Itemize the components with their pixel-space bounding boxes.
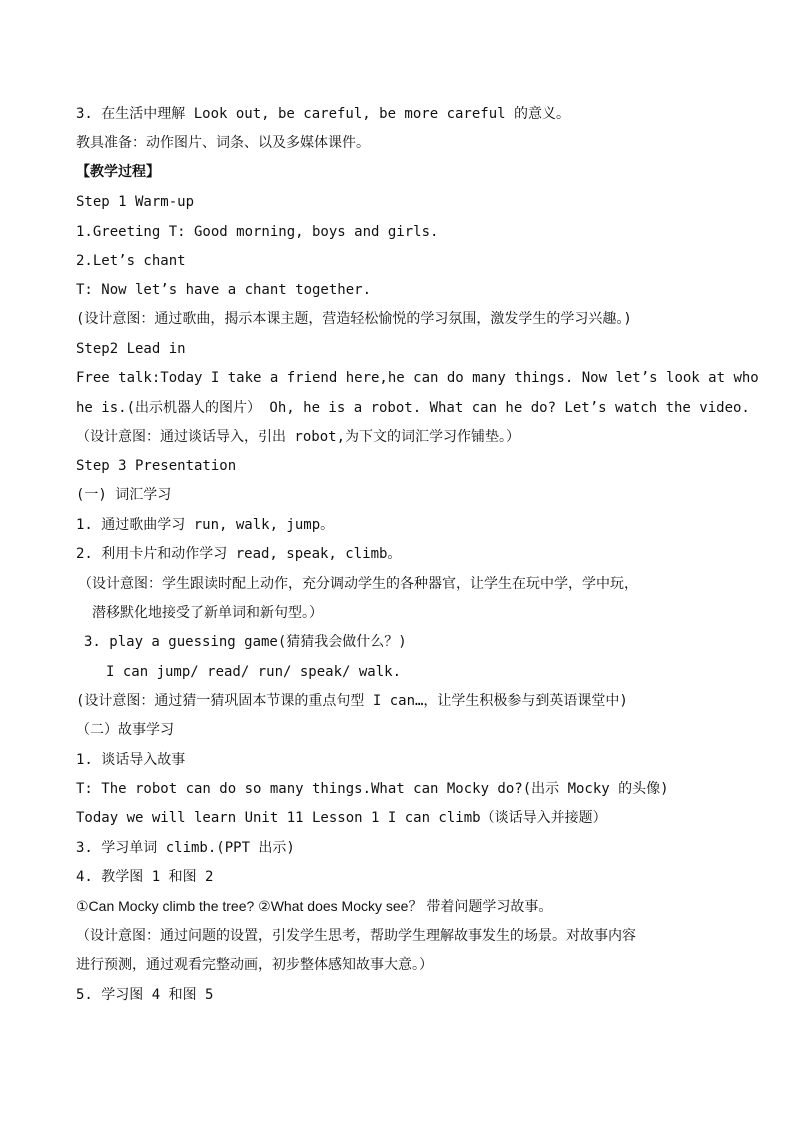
- guessing-game-sentence: I can jump/ read/ run/ speak/ walk.: [106, 664, 402, 680]
- free-talk-line-2: he is.(出示机器人的图片） Oh, he is a robot. What can he do? Let’s watch the video.: [76, 400, 750, 416]
- greeting-line: 1.Greeting T: Good morning, boys and girls.: [76, 224, 439, 240]
- story-item-1: 1. 谈话导入故事: [76, 752, 186, 768]
- design-intent-5-line-2: 进行预测，通过观看完整动画，初步整体感知故事大意。）: [76, 957, 433, 973]
- objective-3: 3. 在生活中理解 Look out, be careful, be more careful 的意义。: [76, 106, 571, 122]
- story-lesson-line: Today we will learn Unit 11 Lesson 1 I can climb（谈话导入并接题）: [76, 810, 607, 826]
- chant-heading: 2.Let’s chant: [76, 253, 186, 269]
- story-item-5: 5. 学习图 4 和图 5: [76, 987, 214, 1003]
- story-teacher-line: T: The robot can do so many things.What can Mocky do?(出示 Mocky 的头像): [76, 781, 669, 797]
- design-intent-5-line-1: （设计意图：通过问题的设置，引发学生思考，帮助学生理解故事发生的场景。对故事内容: [76, 928, 636, 944]
- section-heading-teaching-process: 【教学过程】: [76, 164, 160, 180]
- story-subheading: （二）故事学习: [76, 722, 174, 738]
- story-questions: ①Can Mocky climb the tree? ②What does Mocky see？ 带着问题学习故事。: [76, 898, 553, 914]
- design-intent-4: (设计意图：通过猜一猜巩固本节课的重点句型 I can…，让学生积极参与到英语课堂中): [76, 693, 628, 709]
- step2-heading: Step2 Lead in: [76, 341, 186, 357]
- teaching-aids: 教具准备：动作图片、词条、以及多媒体课件。: [76, 135, 370, 151]
- design-intent-2: （设计意图：通过谈话导入，引出 robot,为下文的词汇学习作铺垫。）: [76, 429, 520, 445]
- design-intent-3-line-1: （设计意图：学生跟读时配上动作，充分调动学生的各种器官，让学生在玩中学，学中玩，: [78, 576, 638, 592]
- story-item-4: 4. 教学图 1 和图 2: [76, 869, 214, 885]
- guessing-game: 3. play a guessing game(猜猜我会做什么？): [84, 634, 407, 650]
- design-intent-3-line-2: 潜移默化地接受了新单词和新句型。）: [92, 605, 323, 621]
- step3-heading: Step 3 Presentation: [76, 458, 237, 474]
- story-item-3: 3. 学习单词 climb.(PPT 出示): [76, 840, 295, 856]
- vocab-subheading: (一) 词汇学习: [76, 487, 172, 503]
- vocab-item-2: 2. 利用卡片和动作学习 read, speak, climb。: [76, 546, 402, 562]
- step1-heading: Step 1 Warm-up: [76, 194, 195, 210]
- vocab-item-1: 1. 通过歌曲学习 run, walk, jump。: [76, 517, 335, 533]
- free-talk-line-1: Free talk:Today I take a friend here,he can do many things. Now let’s look at who: [76, 370, 759, 386]
- design-intent-1: (设计意图：通过歌曲，揭示本课主题，营造轻松愉悦的学习氛围，激发学生的学习兴趣。): [76, 311, 632, 327]
- chant-line: T: Now let’s have a chant together.: [76, 282, 372, 298]
